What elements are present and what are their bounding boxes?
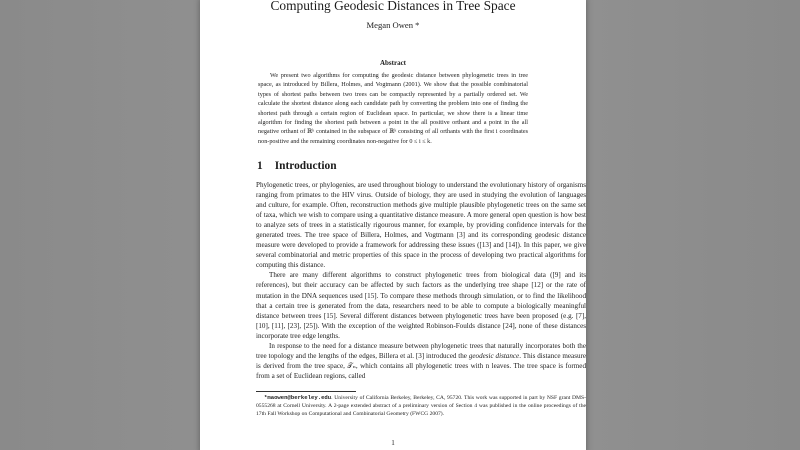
paper-author: Megan Owen * bbox=[366, 20, 420, 30]
section-number: 1 bbox=[257, 160, 263, 172]
author-footnote bbox=[256, 394, 586, 419]
section-heading bbox=[257, 160, 337, 172]
page-number: 1 bbox=[391, 439, 395, 447]
body-paragraph-1: Phylogenetic trees, or phylogenies, are used throughout biology to understand the evolutionary history of organisms ranging from primates to the HIV virus. Outside of biology, they are used in studying the evolution of languages and culture, for example. Often, reconstruction methods give multiple plausible phylogenetic trees on the same set of taxa, which we wish to compare using a quantitative distance measure. A more general open question is how best to analyze sets of trees in a statistically rigourous manner, for example, by providing confidence intervals for the generated trees. The tree space of Billera, Holmes, and Vogtmann [3] and its corresponding geodesic distance measure were developed to provide a framework for addressing these issues ([13] and [14]). In this paper, we give several combinatorial and metric properties of this space in the process of developing two practical algorithms for computing this distance. bbox=[256, 181, 586, 270]
body-paragraph-3 bbox=[256, 341, 586, 381]
footnote-text: . University of California Berkeley, Berkeley, CA, 95720. This work was supported in part by NSF grant DMS-0555268 at Cornell University. A 2-page extended abstract of a preliminary version of Section 4 was published in the online proceedings of the 17th Fall Workshop on Computational and Combinatorial Geometry (FWCG 2007). bbox=[256, 395, 586, 418]
body-text bbox=[256, 180, 586, 381]
abstract-body bbox=[258, 71, 528, 146]
abstract-heading: Abstract bbox=[379, 59, 407, 67]
body-paragraph-3-part-2: . This distance measure is derived from the tree space, 𝒯ₙ, which contains all phylogenetic trees with n leaves. The tree space is formed from a set of Euclidean regions, called bbox=[256, 351, 586, 380]
body-paragraph-2: There are many different algorithms to construct phylogenetic trees from biological data ([9] and its references), but their accuracy can be affected by such factors as the underlying tree shape [12] or the rate of mutation in the DNA sequences used [15]. To compare these methods through simulation, or to find the likelihood that a certain tree is generated from the data, researchers need to be able to compute a biologically meaningful distance between trees [15]. Several different distances between phylogenetic trees have been proposed (e.g. [7], [10], [11], [23], [25]). With the exception of the weighted Robinson-Foulds distance [24], none of these distances incorporate tree edge lengths. bbox=[256, 271, 586, 340]
abstract-paragraph: We present two algorithms for computing the geodesic distance between phylogenetic trees in tree space, as introduced by Billera, Holmes, and Vogtmann (2001). We show that the possible combinatorial types of shortest paths between two trees can be compactly represented by a partially ordered set. We calculate the shortest distance along each candidate path by converting the problem into one of finding the shortest path through a certain region of Euclidean space. In particular, we show there is a linear time algorithm for finding the shortest path between a point in the all positive orthant and a point in the all negative orthant of ℝᵏ contained in the subspace of ℝᵏ consisting of all orthants with the first i coordinates non-positive and the remaining coordinates non-negative for 0 ≤ i ≤ k. bbox=[258, 72, 528, 145]
footnote-divider bbox=[256, 391, 356, 392]
geodesic-distance-term: geodesic distance bbox=[468, 351, 520, 360]
paper-title: Computing Geodesic Distances in Tree Space bbox=[270, 0, 516, 13]
pdf-page[interactable] bbox=[200, 0, 586, 450]
section-title: Introduction bbox=[274, 160, 337, 172]
author-email: *maowen@berkeley.edu bbox=[264, 394, 332, 401]
body-paragraph-3-part-1: In response to the need for a distance measure between phylogenetic trees that naturally incorporates both the tree topology and the lengths of the edges, Billera et al. [3] introduced the bbox=[256, 341, 586, 360]
